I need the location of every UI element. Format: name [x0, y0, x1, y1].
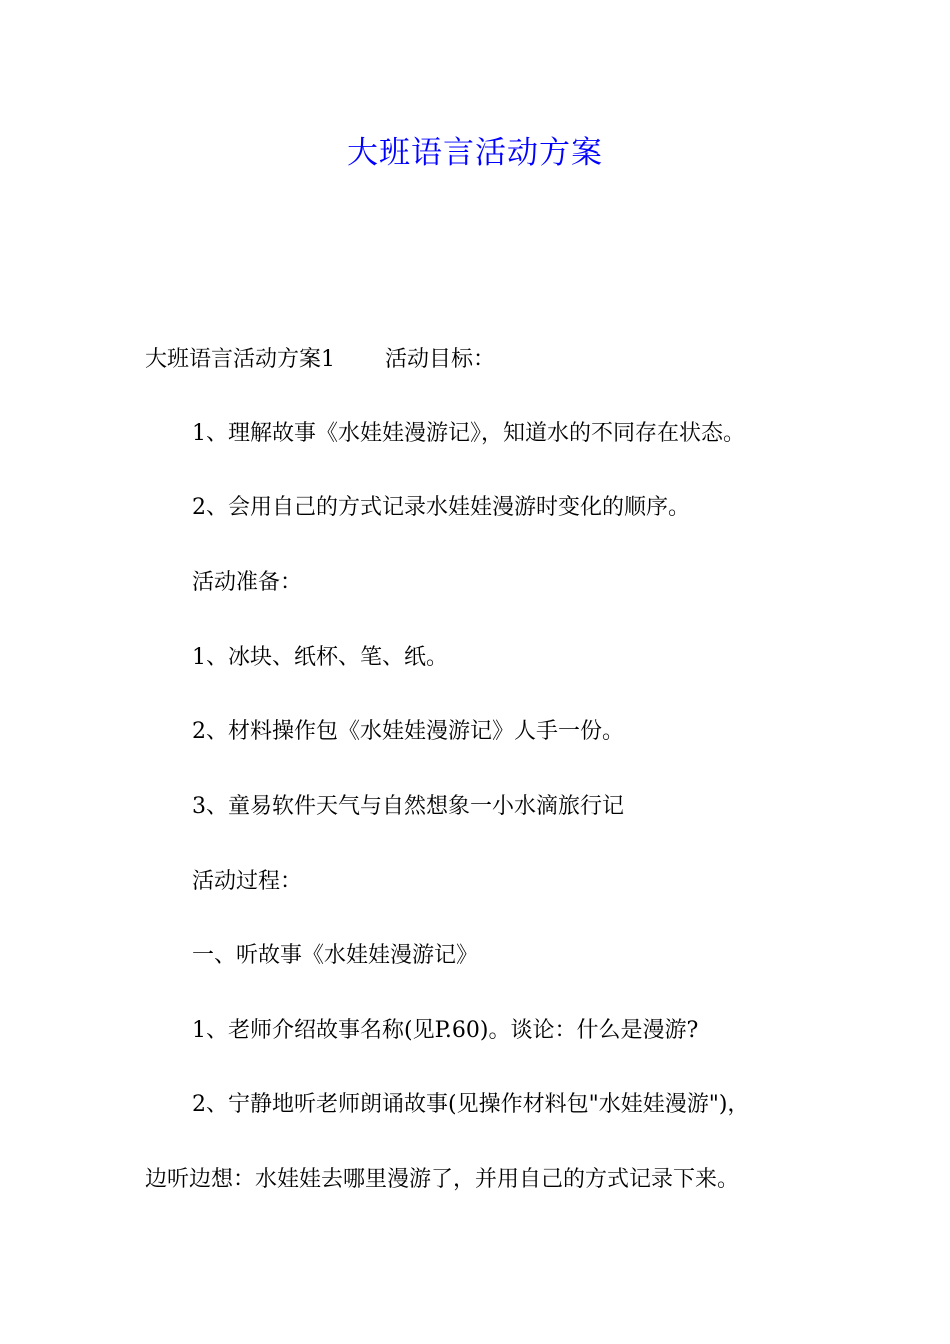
paragraph: 1、冰块、纸杯、笔、纸。 [192, 645, 448, 670]
paragraph-continuation: 边听边想：水娃娃去哪里漫游了，并用自己的方式记录下来。 [145, 1167, 740, 1192]
paragraph: 2、材料操作包《水娃娃漫游记》人手一份。 [192, 719, 624, 744]
paragraph: 2、会用自己的方式记录水娃娃漫游时变化的顺序。 [192, 495, 690, 520]
section-heading-goals: 活动目标： [385, 347, 496, 372]
paragraph: 2、宁静地听老师朗诵故事(见操作材料包"水娃娃漫游")， [192, 1092, 750, 1117]
section-heading-line [145, 342, 825, 378]
section-heading-process: 活动过程： [192, 869, 303, 894]
section-heading-preparation: 活动准备： [192, 570, 303, 595]
paragraph: 1、理解故事《水娃娃漫游记》，知道水的不同存在状态。 [192, 421, 745, 446]
paragraph: 3、童易软件天气与自然想象一小水滴旅行记 [192, 794, 624, 819]
paragraph: 1、老师介绍故事名称(见P.60)。谈论：什么是漫游? [192, 1018, 699, 1043]
paragraph: 一、听故事《水娃娃漫游记》 [192, 943, 479, 968]
document-title: 大班语言活动方案 [347, 135, 603, 171]
plan-heading: 大班语言活动方案1 [145, 347, 335, 372]
